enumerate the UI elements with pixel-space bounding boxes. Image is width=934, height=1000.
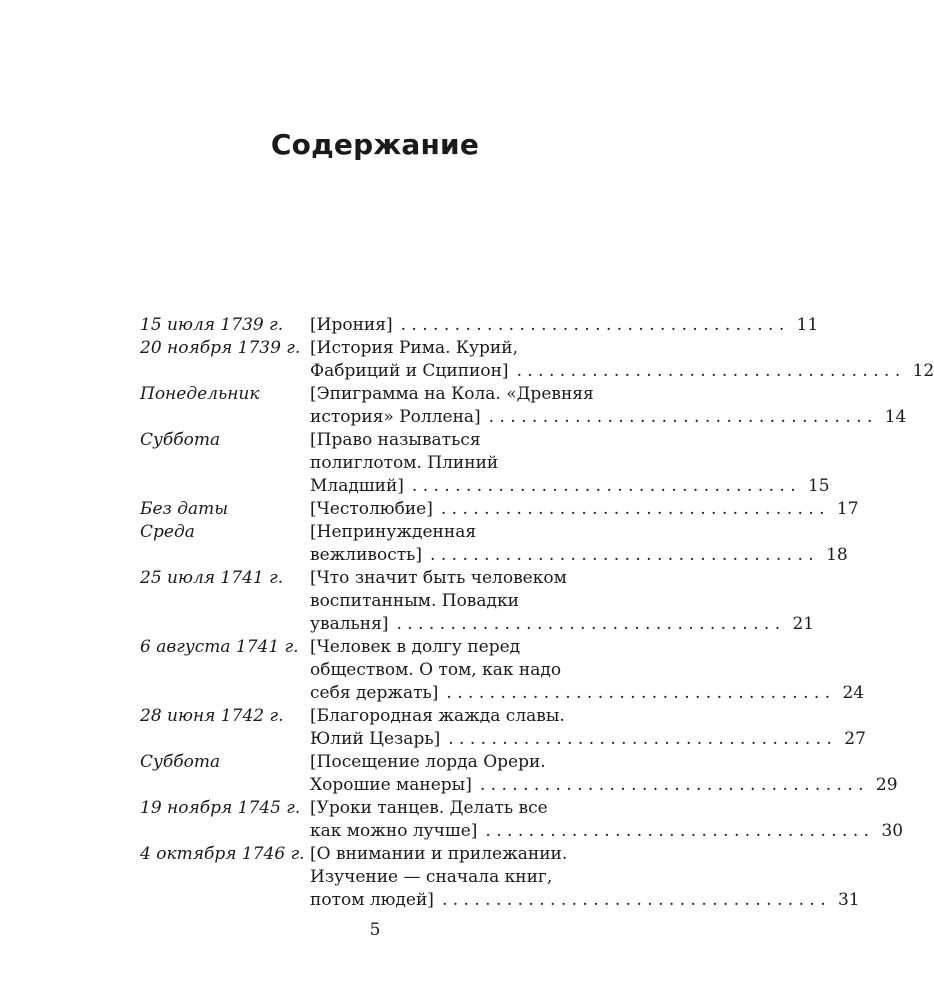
toc-entry-page-number: 21 [792,614,815,634]
toc-entry-title-line [310,544,848,567]
toc-entry-title-line [310,429,830,452]
toc-entry-title-line [310,613,814,636]
toc-entry-title-line [310,866,860,889]
toc-entry-title-line [310,567,814,590]
dot-leader [480,774,864,797]
toc-entry-title-text: [Ирония] [310,315,393,335]
toc-entry-title-line [310,797,903,820]
toc-entry-page-number: 18 [826,545,848,565]
toc-entry-title [310,521,848,567]
toc-entry-title-text: как можно лучше] [310,821,478,841]
toc-entry-title-text: [Честолюбие] [310,499,433,519]
toc-entry-page-number: 14 [884,407,907,427]
table-of-contents [140,314,934,912]
dot-leader [412,475,796,498]
toc-entry-title-line [310,659,864,682]
toc-entry-title-line [310,636,864,659]
toc-entry-page-number: 29 [875,775,898,795]
toc-entry-title-line [310,889,860,912]
toc-entry-title [310,314,818,337]
toc-entry-title-text: увальня] [310,614,389,634]
toc-entry-title-text: [Что значит быть человеком [310,568,567,588]
dot-leader [446,682,830,705]
toc-entry-date: 25 июля 1741 г. [140,568,284,588]
toc-entry-title [310,383,906,429]
toc-entry-date: 19 ноября 1745 г. [140,798,301,818]
toc-entry-title-text: [Эпиграмма на Кола. «Древняя [310,384,594,404]
toc-entry-title-text: [Человек в долгу перед [310,637,521,657]
toc-entry-title-text: Младший] [310,476,404,496]
toc-entry [140,843,860,912]
dot-leader [441,498,825,521]
toc-entry-title-text: вежливость] [310,545,423,565]
toc-entry-date: 28 июня 1742 г. [140,706,284,726]
toc-entry [140,429,830,498]
toc-entry-title-text: потом людей] [310,890,434,910]
toc-entry-page-number: 12 [912,361,934,381]
dot-leader [448,728,832,751]
toc-entry-title-text: Фабриций и Сципион] [310,361,509,381]
toc-entry-title [310,797,903,843]
toc-entry-title-line [310,774,898,797]
toc-entry-page-number: 15 [807,476,830,496]
toc-entry-title-text: [О внимании и прилежании. [310,844,568,864]
toc-entry-title-line [310,383,906,406]
toc-entry-title-text: [История Рима. Курий, [310,338,519,358]
toc-entry-date: 15 июля 1739 г. [140,315,284,335]
toc-entry-title [310,567,814,636]
toc-entry-title [310,636,864,705]
toc-entry-title-line [310,820,903,843]
toc-entry-title-line [310,705,866,728]
toc-entry-date: Суббота [140,752,221,772]
toc-entry-title-line [310,498,859,521]
toc-entry [140,383,907,429]
toc-entry-title-text: себя держать] [310,683,439,703]
toc-entry-title-line [310,521,848,544]
dot-leader [442,889,826,912]
dot-leader [489,406,873,429]
dot-leader [430,544,814,567]
toc-entry-title-text: Юлий Цезарь] [310,729,441,749]
toc-entry-date: Понедельник [140,384,260,404]
toc-entry-title-line [310,728,866,751]
toc-entry-date: 20 ноября 1739 г. [140,338,301,358]
dot-leader [401,314,785,337]
toc-entry-date: Суббота [140,430,221,450]
toc-entry [140,498,859,521]
toc-entry-page-number: 11 [796,315,819,335]
dot-leader [517,360,901,383]
toc-entry [140,521,848,567]
toc-entry-title-text: [Посещение лорда Орери. [310,752,546,772]
toc-entry-page-number: 31 [837,890,860,910]
toc-entry-title-line [310,337,934,360]
toc-entry-title [310,751,898,797]
toc-entry-title-text: обществом. О том, как надо [310,660,562,680]
toc-entry-title-line [310,682,864,705]
toc-entry-title-text: Хорошие манеры] [310,775,472,795]
page-title: Содержание [270,128,480,161]
toc-entry-title-text: полиглотом. Плиний [310,453,499,473]
toc-entry-page-number: 27 [844,729,866,749]
toc-entry-title-line [310,452,830,475]
toc-entry-page-number: 24 [842,683,865,703]
toc-entry-title-line [310,314,818,337]
toc-entry [140,636,865,705]
dot-leader [396,613,780,636]
toc-entry-title-text: [Уроки танцев. Делать все [310,798,548,818]
toc-entry-title-line [310,843,860,866]
toc-entry-title-text: воспитанным. Повадки [310,591,519,611]
toc-entry [140,705,866,751]
toc-entry-title-text: [Благородная жажда славы. [310,706,565,726]
toc-entry-page-number: 30 [881,821,904,841]
toc-entry-title-text: [Непринужденная [310,522,477,542]
toc-entry-date: Среда [140,522,195,542]
toc-entry-title-line [310,406,906,429]
toc-entry-title-text: Изучение — сначала книг, [310,867,553,887]
toc-entry [140,567,815,636]
toc-entry-date: 4 октября 1746 г. [140,844,305,864]
toc-entry-title-line [310,360,934,383]
toc-entry-date: Без даты [140,499,229,519]
toc-entry-title [310,429,830,498]
toc-entry-title [310,337,934,383]
toc-entry [140,314,819,337]
page-number: 5 [369,920,381,940]
toc-entry [140,337,934,383]
toc-entry-date: 6 августа 1741 г. [140,637,299,657]
toc-entry-title [310,843,860,912]
toc-entry-title-text: [Право называться [310,430,481,450]
toc-entry [140,751,898,797]
toc-entry-title-text: история» Роллена] [310,407,481,427]
dot-leader [485,820,869,843]
toc-entry-page-number: 17 [836,499,859,519]
toc-entry [140,797,904,843]
toc-entry-title [310,705,866,751]
toc-entry-title-line [310,751,898,774]
toc-entry-title-line [310,590,814,613]
toc-entry-title-line [310,475,830,498]
toc-entry-title [310,498,859,521]
